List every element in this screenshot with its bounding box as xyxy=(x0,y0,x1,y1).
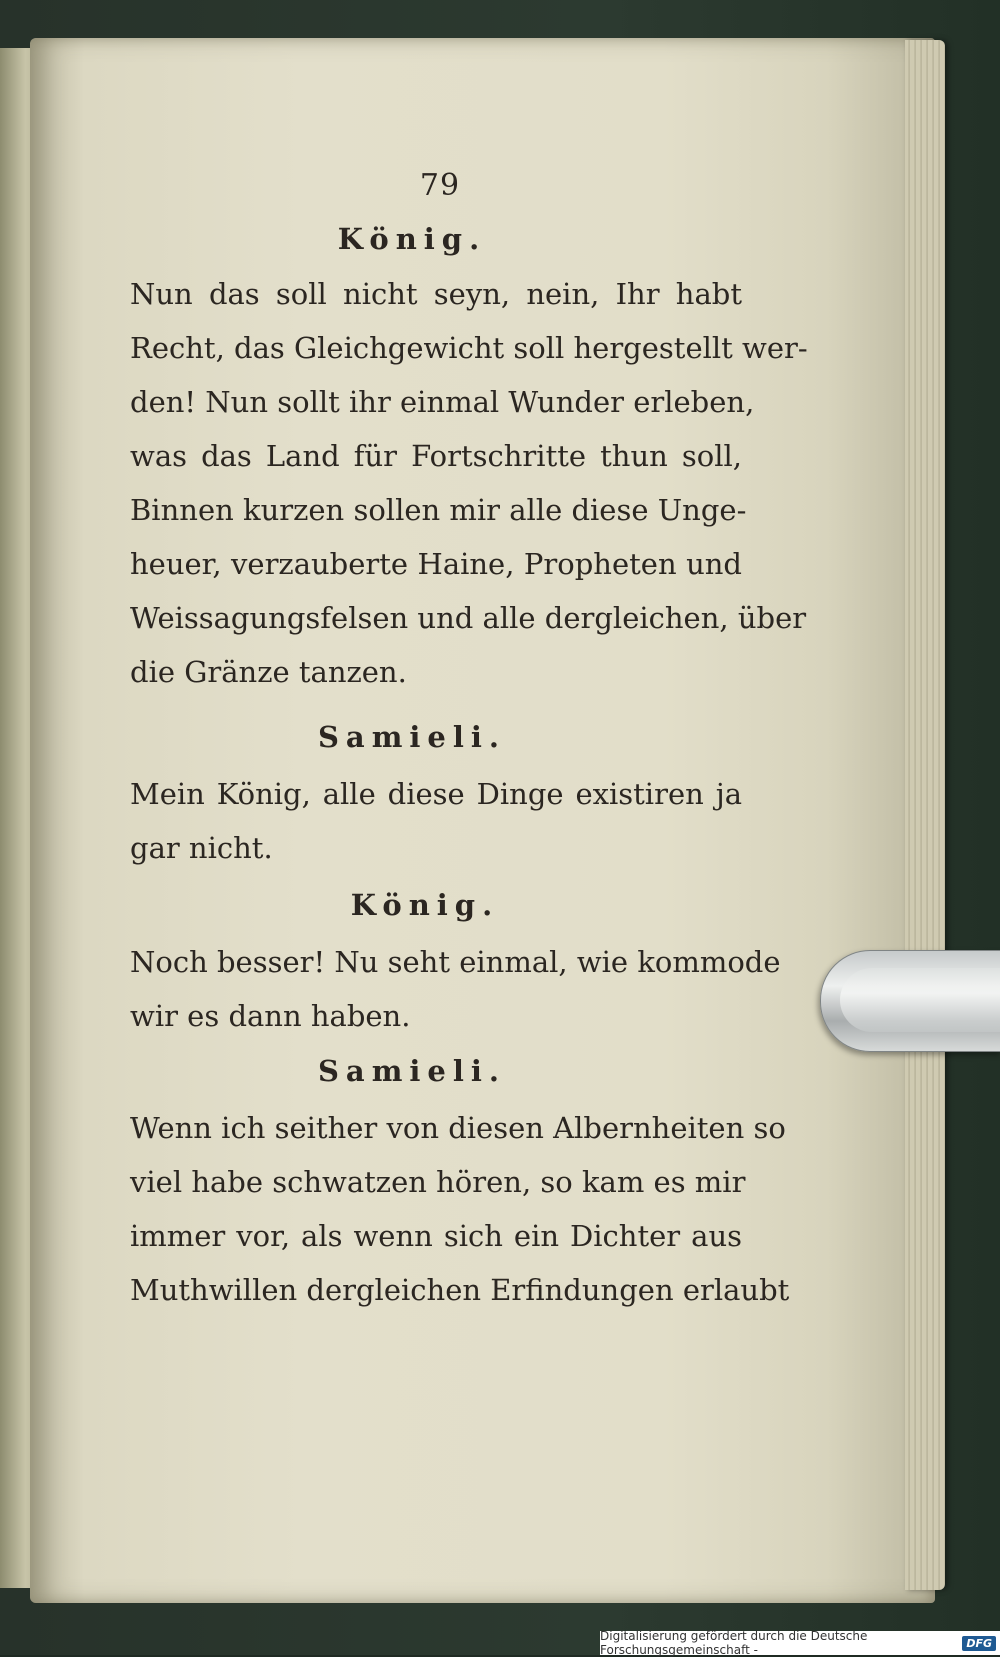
text-line: Nun das soll nicht seyn, nein, Ihr habt xyxy=(130,277,742,311)
text-line: Muthwillen dergleichen Erfindungen erlaubt xyxy=(130,1273,790,1307)
text-line: viel habe schwatzen hören, so kam es mir xyxy=(130,1165,746,1199)
speaker-heading: König. xyxy=(350,888,500,922)
page-number: 79 xyxy=(419,168,461,203)
text-line: gar nicht. xyxy=(130,831,273,865)
text-line: Weissagungsfelsen und alle dergleichen, über xyxy=(130,601,807,635)
speaker-heading: Samieli. xyxy=(317,1054,506,1088)
speaker-heading: Samieli. xyxy=(317,720,506,754)
text-line: Recht, das Gleichgewicht soll hergestellt wer- xyxy=(130,331,808,365)
text-line: heuer, verzauberte Haine, Propheten und xyxy=(130,547,742,581)
text-line: wir es dann haben. xyxy=(130,999,411,1033)
text-line: Binnen kurzen sollen mir alle diese Unge- xyxy=(130,493,747,527)
dfg-logo: DFG xyxy=(962,1636,996,1651)
speaker-heading: König. xyxy=(337,222,487,256)
text-line: den! Nun sollt ihr einmal Wunder erleben, xyxy=(130,385,755,419)
text-line: immer vor, als wenn sich ein Dichter aus xyxy=(130,1219,742,1253)
page-clip-highlight xyxy=(840,968,1000,1032)
text-line: Noch besser! Nu seht einmal, wie kommode xyxy=(130,945,781,979)
text-line: Wenn ich seither von diesen Albernheiten so xyxy=(130,1111,786,1145)
text-line: was das Land für Fortschritte thun soll, xyxy=(130,439,742,473)
text-line: die Gränze tanzen. xyxy=(130,655,407,689)
digitization-credit xyxy=(600,1631,1000,1655)
text-line: Mein König, alle diese Dinge existiren ja xyxy=(130,777,742,811)
credit-text: Digitalisierung gefördert durch die Deutsche Forschungsgemeinschaft - xyxy=(600,1629,868,1657)
